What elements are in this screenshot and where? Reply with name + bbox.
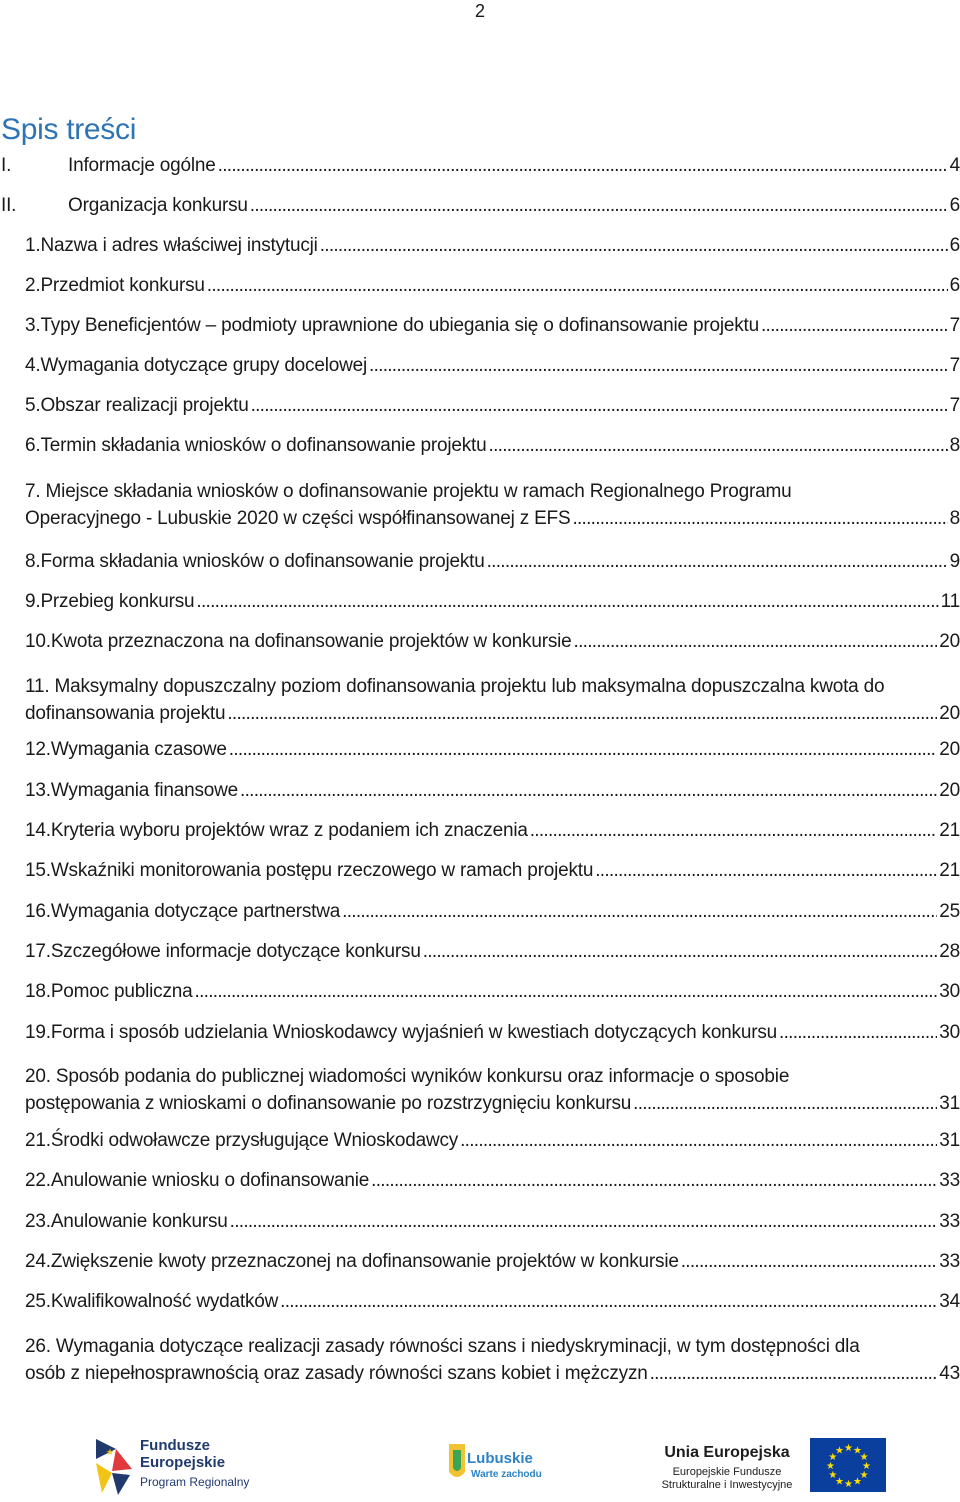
dot-leader [240, 777, 937, 804]
toc-entry[interactable] [0, 777, 960, 804]
toc-entry[interactable] [0, 857, 960, 884]
toc-entry-label: II. Organizacja konkursu [1, 195, 248, 216]
toc-entry-label: 15.Wskaźniki monitorowania postępu rzeczowego w ramach projektu [25, 860, 594, 881]
lubuskie-logo [445, 1442, 545, 1490]
dot-leader [369, 352, 948, 379]
toc-entry-page: 6 [949, 235, 960, 256]
toc-entry-page: 11 [940, 591, 960, 612]
dot-leader [779, 1019, 937, 1046]
toc-entry[interactable] [0, 588, 960, 615]
toc-entry-label: 23.Anulowanie konkursu [25, 1211, 228, 1232]
toc-entry[interactable] [0, 736, 960, 763]
dot-leader [251, 392, 948, 419]
eu-star: ★ [826, 1461, 835, 1472]
dot-leader [681, 1248, 938, 1275]
toc-entry[interactable] [0, 898, 960, 925]
toc-entry-label: 26. Wymagania dotyczące realizacji zasady równości szans i niedyskryminacji, w tym dostępności dla [25, 1336, 860, 1357]
toc-entry-page: 4 [949, 155, 960, 176]
dot-leader [371, 1167, 937, 1194]
eu-star: ★ [853, 1476, 862, 1488]
toc-entry-label: 19.Forma i sposób udzielania Wnioskodawcy wyjaśnień w kwestiach dotyczących konkursu [25, 1022, 778, 1043]
fe-logo-subtitle: Program Regionalny [140, 1475, 250, 1489]
ue-logo-title: Unia Europejska [664, 1444, 790, 1461]
fe-emblem-icon [92, 1435, 134, 1497]
toc-entry[interactable] [0, 152, 960, 179]
eu-star: ★ [835, 1445, 844, 1457]
toc-entry-label: I. Informacje ogólne [1, 155, 216, 176]
toc-entry[interactable] [0, 478, 960, 532]
toc-entry-label: 22.Anulowanie wniosku o dofinansowanie [25, 1170, 370, 1191]
toc-entry-label: 17.Szczegółowe informacje dotyczące konkursu [25, 941, 421, 962]
toc-entry[interactable] [0, 232, 960, 259]
toc-entry-continuation: Operacyjnego - Lubuskie 2020 w części współfinansowanej z EFS [25, 508, 571, 529]
dot-leader [230, 1208, 938, 1235]
toc-entry-label: 8.Forma składania wniosków o dofinansowanie projektu [25, 551, 485, 572]
dot-leader [530, 817, 938, 844]
toc-entry-page: 33 [939, 1251, 960, 1272]
toc-entry-page: 31 [939, 1093, 960, 1114]
toc-entry-page: 7 [949, 395, 960, 416]
toc-entry-page: 20 [939, 631, 960, 652]
ue-logo-subtitle: Europejskie Fundusze Strukturalne i Inwestycyjne [661, 1466, 793, 1491]
eu-star: ★ [862, 1461, 871, 1472]
dot-leader [633, 1090, 937, 1117]
eu-star: ★ [828, 1470, 838, 1481]
eu-star: ★ [859, 1470, 869, 1481]
lubuskie-name: Lubuskie [467, 1450, 533, 1467]
toc-entry-page: 21 [939, 820, 960, 841]
toc-entry-label: 5.Obszar realizacji projektu [25, 395, 249, 416]
dot-leader [572, 505, 947, 532]
toc-entry[interactable] [0, 272, 960, 299]
toc-entry[interactable] [0, 938, 960, 965]
toc-entry-label: 20. Sposób podania do publicznej wiadomości wyników konkursu oraz informacje o sposobie [25, 1066, 790, 1087]
eu-star: ★ [844, 1443, 853, 1454]
toc-title: Spis treści [1, 113, 137, 146]
toc-entry-page: 31 [939, 1130, 960, 1151]
toc-entry-label: 7. Miejsce składania wniosków o dofinansowanie projektu w ramach Regionalnego Programu [25, 481, 792, 502]
toc-entry-label: 4.Wymagania dotyczące grupy docelowej [25, 355, 368, 376]
eu-flag-icon [810, 1438, 886, 1492]
toc-entry[interactable] [0, 1208, 960, 1235]
dot-leader [489, 432, 948, 459]
eu-star: ★ [835, 1476, 844, 1488]
toc-entry-label: 25.Kwalifikowalność wydatków [25, 1291, 279, 1312]
toc-entry-page: 30 [939, 1022, 960, 1043]
toc-entry-page: 8 [949, 435, 960, 456]
toc-entry[interactable] [0, 352, 960, 379]
toc-entry[interactable] [0, 1167, 960, 1194]
toc-entry-page: 20 [939, 703, 960, 724]
toc-entry-page: 7 [949, 355, 960, 376]
toc-entry-label: 2.Przedmiot konkursu [25, 275, 205, 296]
eu-star: ★ [828, 1452, 838, 1463]
toc-entry[interactable] [0, 548, 960, 575]
toc-entry[interactable] [0, 1063, 960, 1117]
toc-entry-continuation: dofinansowania projektu [25, 703, 226, 724]
toc-entry-label: 10.Kwota przeznaczona na dofinansowanie projektów w konkursie [25, 631, 572, 652]
toc-entry-label: 3.Typy Beneficjentów – podmioty uprawnione do ubiegania się o dofinansowanie projektu [25, 315, 759, 336]
dot-leader [250, 192, 948, 219]
fe-logo-text: Fundusze Europejskie [140, 1437, 226, 1471]
toc-entry-page: 6 [949, 195, 960, 216]
toc-entry-continuation: postępowania z wnioskami o dofinansowanie po rozstrzygnięciu konkursu [25, 1093, 632, 1114]
lubuskie-emblem-icon [445, 1442, 469, 1482]
toc-entry-label: 14.Kryteria wyboru projektów wraz z podaniem ich znaczenia [25, 820, 528, 841]
toc-entry-page: 33 [939, 1170, 960, 1191]
dot-leader [342, 898, 937, 925]
toc-entry-page: 6 [949, 275, 960, 296]
toc-entry[interactable] [0, 1019, 960, 1046]
dot-leader [280, 1288, 937, 1315]
toc-entry-page: 28 [939, 941, 960, 962]
toc-entry[interactable] [0, 628, 960, 655]
dot-leader [229, 736, 937, 763]
dot-leader [195, 978, 938, 1005]
toc-entry-page: 34 [939, 1291, 960, 1312]
dot-leader [574, 628, 938, 655]
toc-entry[interactable] [0, 1288, 960, 1315]
dot-leader [227, 700, 937, 727]
toc-entry-label: 11. Maksymalny dopuszczalny poziom dofinansowania projektu lub maksymalna dopuszczalna kwota do [25, 676, 885, 697]
toc-entry-page: 20 [939, 780, 960, 801]
footer-logos [0, 1430, 960, 1500]
toc-entry-page: 33 [939, 1211, 960, 1232]
toc-entry-label: 24.Zwiększenie kwoty przeznaczonej na dofinansowanie projektów w konkursie [25, 1251, 679, 1272]
fundusze-europejskie-logo [92, 1435, 262, 1497]
toc-entry-label: 1.Nazwa i adres właściwej instytucji [25, 235, 318, 256]
toc-entry-label: 13.Wymagania finansowe [25, 780, 239, 801]
dot-leader [460, 1127, 937, 1154]
page-number: 2 [474, 1, 485, 21]
toc-entry-continuation: osób z niepełnosprawnością oraz zasady równości szans kobiet i mężczyzn [25, 1363, 648, 1384]
dot-leader [595, 857, 937, 884]
toc-entry-page: 7 [949, 315, 960, 336]
toc-entry-page: 8 [949, 508, 960, 529]
toc-entry-label: 12.Wymagania czasowe [25, 739, 227, 760]
toc-entry-page: 20 [939, 739, 960, 760]
dot-leader [218, 152, 948, 179]
toc-entry[interactable] [0, 312, 960, 339]
toc-entry-label: 6.Termin składania wniosków o dofinansowanie projektu [25, 435, 487, 456]
lubuskie-tagline: Warte zachodu [471, 1469, 542, 1480]
eu-star: ★ [859, 1452, 869, 1463]
dot-leader [196, 588, 938, 615]
toc-entry[interactable] [0, 817, 960, 844]
toc-entry[interactable] [0, 1248, 960, 1275]
toc-entry-label: 21.Środki odwoławcze przysługujące Wnioskodawcy [25, 1130, 459, 1151]
dot-leader [423, 938, 938, 965]
toc-entry-page: 9 [949, 551, 960, 572]
toc-entry[interactable] [0, 192, 960, 219]
toc-entry-label: 16.Wymagania dotyczące partnerstwa [25, 901, 341, 922]
toc-entry-page: 21 [939, 860, 960, 881]
toc-entry-label: 9.Przebieg konkursu [25, 591, 195, 612]
dot-leader [487, 548, 948, 575]
dot-leader [650, 1360, 938, 1387]
toc-entry[interactable] [0, 673, 960, 727]
eu-star: ★ [844, 1479, 853, 1490]
eu-star: ★ [853, 1445, 862, 1457]
toc-entry[interactable] [0, 978, 960, 1005]
toc-entry[interactable] [0, 1127, 960, 1154]
dot-leader [320, 232, 948, 259]
toc-entry[interactable] [0, 392, 960, 419]
toc-entry-page: 30 [939, 981, 960, 1002]
toc-entry-page: 43 [939, 1363, 960, 1384]
dot-leader [207, 272, 948, 299]
toc-entry[interactable] [0, 432, 960, 459]
toc-entry-page: 25 [939, 901, 960, 922]
svg-text:★: ★ [106, 1448, 115, 1458]
toc-entry-label: 18.Pomoc publiczna [25, 981, 193, 1002]
unia-europejska-logo [652, 1438, 892, 1496]
dot-leader [761, 312, 948, 339]
toc-entry[interactable] [0, 1333, 960, 1387]
